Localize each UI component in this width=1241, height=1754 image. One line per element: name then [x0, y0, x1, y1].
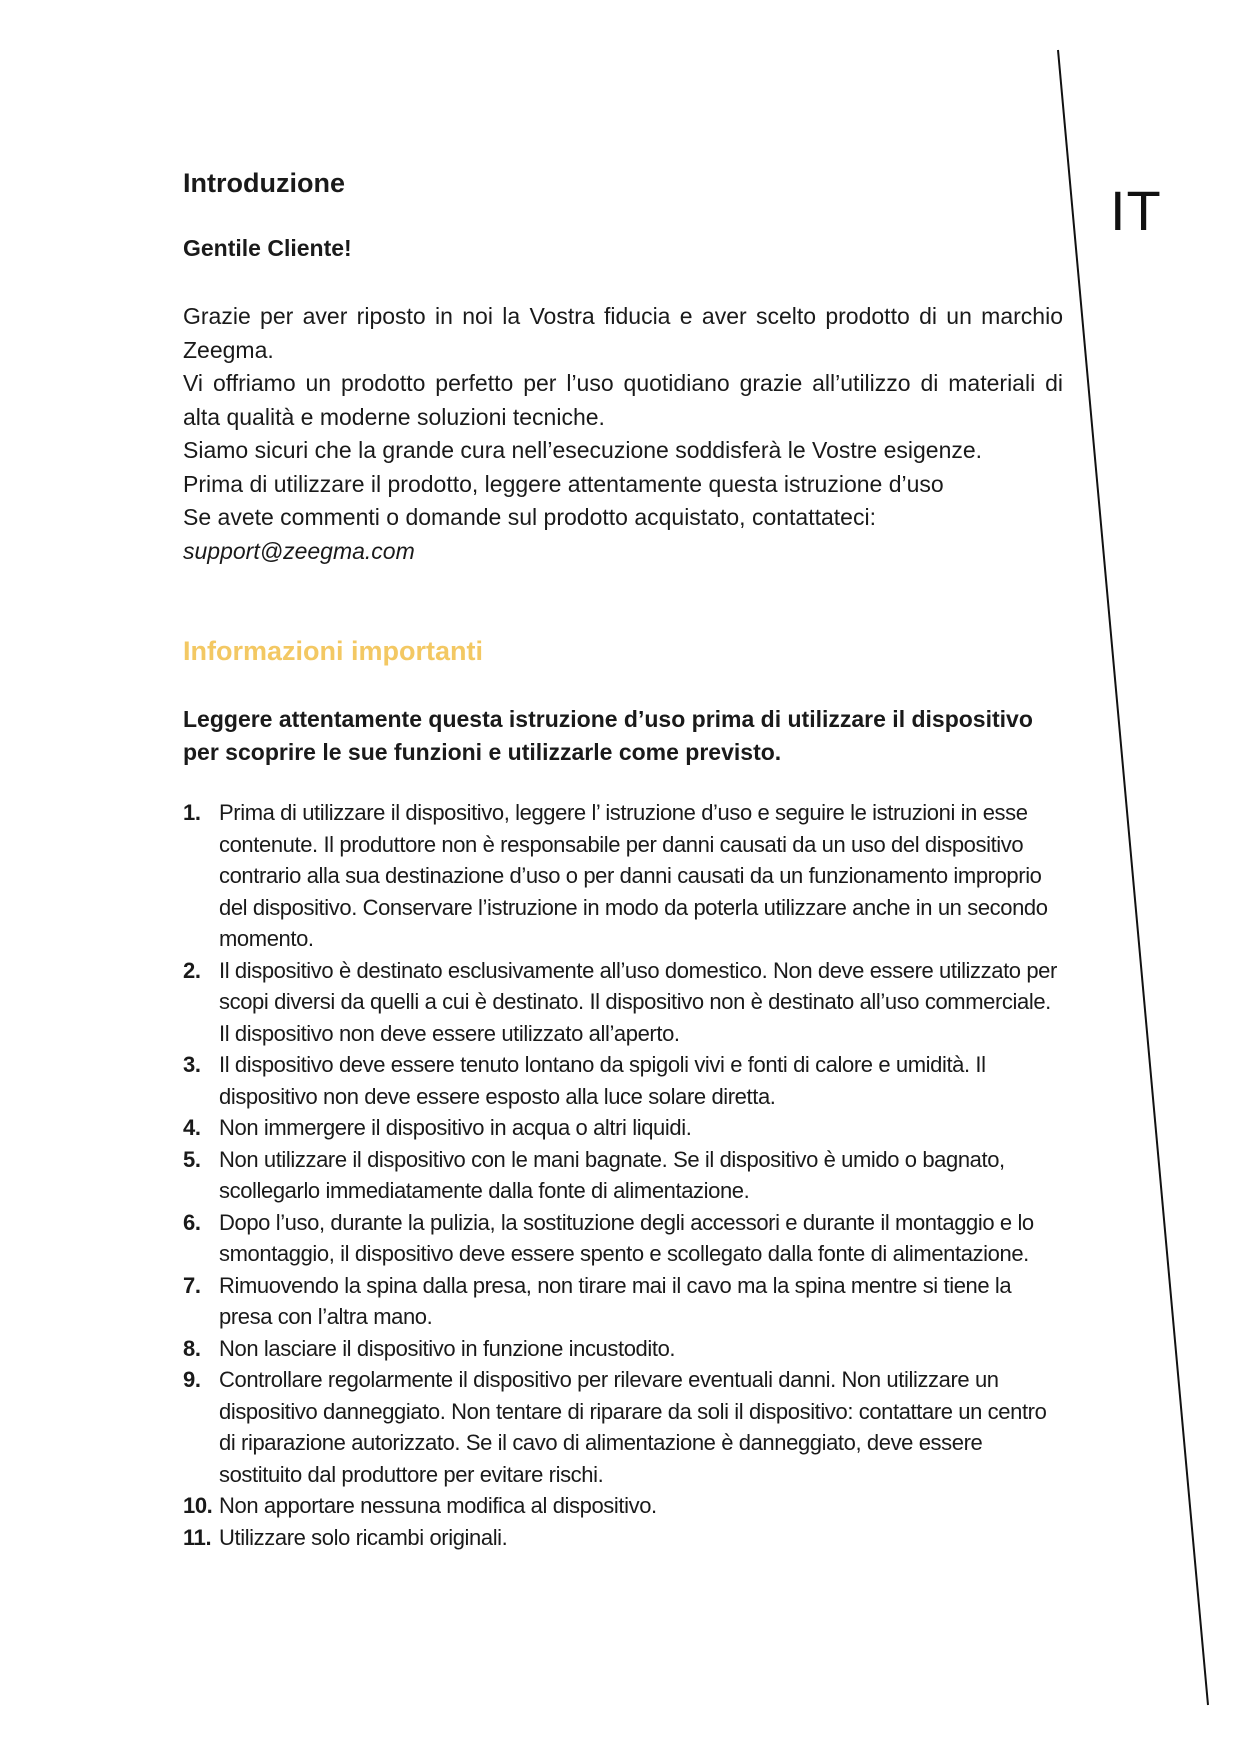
main-content	[183, 168, 1063, 1553]
important-lead: Leggere attentamente questa istruzione d’uso prima di utilizzare il dispositivo per scoprire le sue funzioni e utilizzarle come previsto.	[183, 706, 1033, 765]
item-number: 3.	[183, 1052, 201, 1077]
intro-paragraph: Siamo sicuri che la grande cura nell’esecuzione soddisferà le Vostre esigenze.	[183, 437, 983, 463]
list-item	[183, 1270, 1063, 1333]
list-item	[183, 1112, 1063, 1144]
item-text: Non utilizzare il dispositivo con le mani bagnate. Se il dispositivo è umido o bagnato, scollegarlo immediatamente dalla fonte di alimentazione.	[219, 1146, 1005, 1203]
introduction-title: Introduzione	[183, 168, 345, 198]
list-item	[183, 1049, 1063, 1112]
list-item	[183, 1144, 1063, 1207]
intro-paragraph: Grazie per aver riposto in noi la Vostra fiducia e aver scelto prodotto di un marchio Zeegma.	[183, 303, 1063, 363]
item-text: Prima di utilizzare il dispositivo, leggere l’ istruzione d’uso e seguire le istruzioni in esse contenute. Il produttore non è responsabile per danni causati da un uso del dispositivo contrario alla sua destinazione d’uso o per danni causati da un funzionamento improprio del dispositivo. Conservare l’istruzione in modo da poterla utilizzare anche in un secondo momento.	[219, 800, 1048, 951]
introduction-body	[183, 300, 1063, 568]
list-item	[183, 797, 1063, 955]
item-number: 2.	[183, 957, 201, 983]
list-item	[183, 1364, 1063, 1490]
language-tag: IT	[1110, 179, 1162, 242]
item-text: Il dispositivo deve essere tenuto lontano da spigoli vivi e fonti di calore e umidità. Il dispositivo non deve essere esposto alla luce solare diretta.	[219, 1052, 986, 1109]
item-number: 5.	[183, 1146, 201, 1172]
list-item	[183, 1490, 1063, 1522]
item-number: 9.	[183, 1367, 201, 1392]
item-number: 4.	[183, 1115, 201, 1140]
greeting: Gentile Cliente!	[183, 235, 352, 261]
item-number: 1.	[183, 800, 201, 825]
list-item	[183, 1522, 1063, 1554]
item-text: Il dispositivo è destinato esclusivamente all’uso domestico. Non deve essere utilizzato per scopi diversi da quelli a cui è destinato. Il dispositivo non è destinato all’uso commerciale. Il dispositivo non deve essere utilizzato all’aperto.	[219, 957, 1057, 1046]
important-info-title: Informazioni importanti	[183, 636, 483, 666]
item-text: Dopo l’uso, durante la pulizia, la sostituzione degli accessori e durante il montaggio e lo smontaggio, il dispositivo deve essere spento e scollegato dalla fonte di alimentazione.	[219, 1209, 1034, 1266]
intro-paragraph: Vi offriamo un prodotto perfetto per l’uso quotidiano grazie all’utilizzo di materiali di alta qualità e moderne soluzioni tecniche.	[183, 370, 1063, 430]
item-number: 6.	[183, 1209, 201, 1235]
support-email: support@zeegma.com	[183, 537, 415, 564]
item-number: 11.	[183, 1524, 212, 1550]
intro-paragraph: Se avete commenti o domande sul prodotto acquistato, contattateci:	[183, 504, 876, 530]
item-text: Controllare regolarmente il dispositivo per rilevare eventuali danni. Non utilizzare un dispositivo danneggiato. Non tentare di riparare da soli il dispositivo: contattare un centro di riparazione autorizzato. Se il cavo di alimentazione è danneggiato, deve essere sostituito dal produttore per evitare rischi.	[219, 1367, 1047, 1487]
item-text: Rimuovendo la spina dalla presa, non tirare mai il cavo ma la spina mentre si tiene la presa con l’altra mano.	[219, 1272, 1012, 1329]
item-number: 8.	[183, 1335, 201, 1361]
item-text: Non lasciare il dispositivo in funzione incustodito.	[219, 1335, 676, 1361]
item-number: 10.	[183, 1493, 213, 1518]
list-item	[183, 1207, 1063, 1270]
list-item	[183, 955, 1063, 1050]
item-text: Non apportare nessuna modifica al dispositivo.	[219, 1493, 657, 1518]
item-number: 7.	[183, 1272, 201, 1298]
intro-paragraph: Prima di utilizzare il prodotto, leggere attentamente questa istruzione d’uso	[183, 470, 944, 497]
safety-rules-list	[183, 797, 1063, 1553]
list-item	[183, 1333, 1063, 1365]
item-text: Non immergere il dispositivo in acqua o altri liquidi.	[219, 1115, 692, 1140]
item-text: Utilizzare solo ricambi originali.	[219, 1524, 508, 1550]
